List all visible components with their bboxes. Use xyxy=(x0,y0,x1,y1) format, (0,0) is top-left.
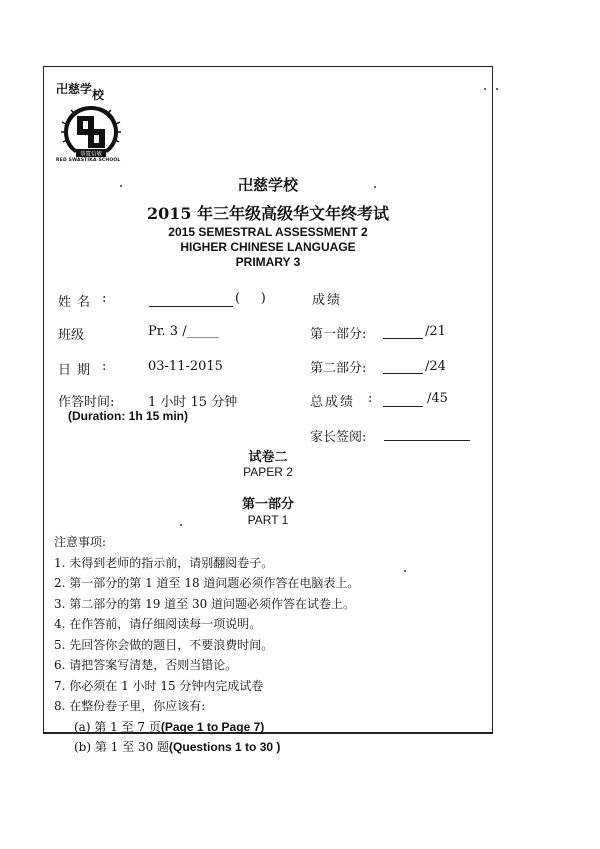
exam-title-en: 2015 SEMESTRAL ASSESSMENT 2 xyxy=(168,225,368,239)
school-name-cn: 卍慈学校 xyxy=(237,176,298,194)
part1-score-field[interactable] xyxy=(383,338,423,339)
name-field[interactable] xyxy=(149,306,233,307)
instruction-item: 1. 未得到老师的指示前，请别翻阅卷子。 xyxy=(54,555,274,570)
part2-total: /24 xyxy=(425,359,446,374)
scan-speck xyxy=(120,185,122,187)
scan-speck xyxy=(496,88,498,90)
instruction-item: 6. 请把答案写清楚，否则当错论。 xyxy=(54,658,238,672)
date-label: 日期 xyxy=(58,363,97,378)
instruction-item: 8. 在整份卷子里，你应该有: xyxy=(54,699,206,713)
part2-score-field[interactable] xyxy=(383,373,423,374)
part-cn: 第一部分 xyxy=(241,497,294,512)
time-label: 作答时间: xyxy=(58,395,115,410)
parent-signature-label: 家长签阅: xyxy=(310,430,367,445)
part2-score-label: 第二部分: xyxy=(310,361,367,376)
date-value: 03-11-2015 xyxy=(148,359,223,374)
duration-en: (Duration: 1h 15 min) xyxy=(68,409,189,423)
score-label: 成绩 xyxy=(312,293,343,308)
part1-total: /21 xyxy=(425,324,446,339)
name-colon: : xyxy=(102,291,107,306)
class-label: 班级 xyxy=(58,328,85,343)
instruction-item: 4. 在作答前，请仔细阅读每一项说明。 xyxy=(54,617,262,631)
instruction-item: 2. 第一部分的第 1 道至 18 道问题必须作答在电脑表上。 xyxy=(54,576,360,590)
date-colon: : xyxy=(102,359,107,374)
instructions-heading: 注意事项: xyxy=(54,535,107,549)
instruction-subitem-pages: (a) 第 1 至 7 页(Page 1 to Page 7) xyxy=(74,719,265,734)
subject-en: HIGHER CHINESE LANGUAGE xyxy=(180,240,356,254)
paper-en: PAPER 2 xyxy=(243,465,293,479)
logo-school-name: 卍慈学校 xyxy=(56,82,105,102)
total-score-label: 总成绩 xyxy=(310,395,356,410)
part1-score-label: 第一部分: xyxy=(310,327,367,342)
instruction-item: 5. 先回答你会做的题目，不要浪费时间。 xyxy=(54,637,274,652)
scan-speck xyxy=(180,524,182,526)
swastika-emblem-icon xyxy=(60,102,122,158)
total-colon: : xyxy=(368,391,373,406)
scan-speck xyxy=(484,88,486,90)
scan-speck xyxy=(374,186,376,188)
part-en: PART 1 xyxy=(247,513,289,527)
total-score-field[interactable] xyxy=(383,406,423,407)
parent-signature-field[interactable] xyxy=(384,440,470,441)
name-label: 姓名 xyxy=(58,295,97,310)
instruction-item: 3. 第二部分的第 19 道至 30 道问题必须作答在试卷上。 xyxy=(54,596,356,611)
class-value[interactable]: Pr. 3 /_____ xyxy=(148,324,220,339)
logo-motto: 恭寬信敏 xyxy=(79,151,103,158)
exam-title-cn: 2015 年三年级高级华文年终考试 xyxy=(146,204,390,223)
instructions xyxy=(54,532,359,758)
scan-speck xyxy=(404,570,406,572)
logo-school-name-en: RED SWASTIKA SCHOOL xyxy=(56,158,121,163)
total-score-max: /45 xyxy=(427,391,448,406)
paper-cn: 试卷二 xyxy=(248,450,288,465)
level-en: PRIMARY 3 xyxy=(235,255,301,269)
instruction-subitem-questions: (b) 第 1 至 30 题(Questions 1 to 30 ) xyxy=(74,740,281,754)
class-number-field[interactable]: ( ) xyxy=(235,291,266,306)
school-logo xyxy=(56,80,126,170)
instruction-item: 7. 你必须在 1 小时 15 分钟内完成试卷 xyxy=(54,678,264,693)
time-value: 1 小时 15 分钟 xyxy=(148,395,238,410)
